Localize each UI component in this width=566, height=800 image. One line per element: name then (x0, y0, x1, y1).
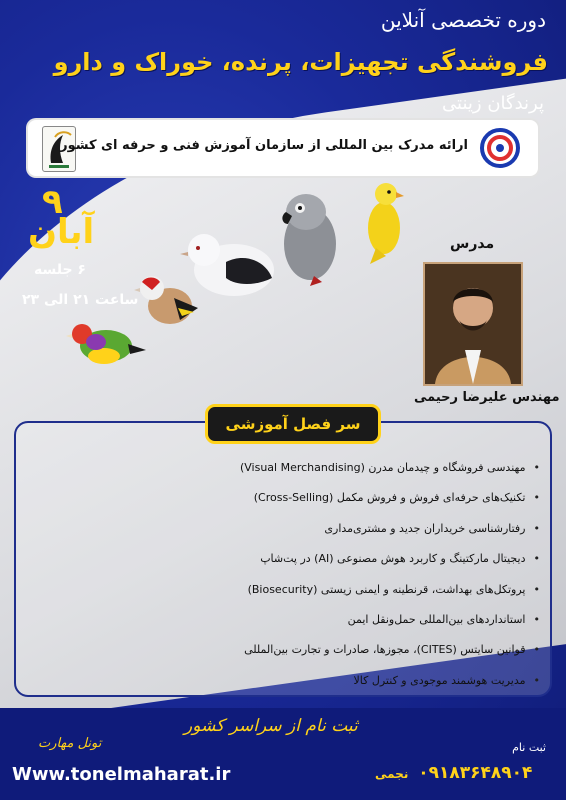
syllabus-title: سر فصل آموزشی (205, 404, 381, 444)
syllabus-item: • تکنیک‌های حرفه‌ای فروش و فروش مکمل (Cross-Selling) (30, 487, 540, 517)
website-link[interactable]: Www.tonelmaharat.ir (12, 764, 231, 785)
course-subtitle: پرندگان زینتی (442, 93, 544, 114)
phone-digits: ۰۹۱۸۳۶۴۸۹۰۴ (418, 763, 533, 783)
tvto-logo (480, 128, 520, 168)
start-day: ۹ (42, 182, 63, 222)
start-month: آبان (28, 212, 95, 252)
course-main-title: فروشندگی تجهیزات، پرنده، خوراک و دارو (53, 48, 548, 76)
teacher-name: مهندس علیرضا رحیمی (414, 390, 560, 405)
certificate-text: ارائه مدرک بین المللی از سازمان آموزش فنی و حرفه ای کشور (60, 138, 468, 153)
phone-contact-name: نجمی (375, 767, 409, 781)
syllabus-item: • مدیریت هوشمند موجودی و کنترل کالا (30, 670, 540, 700)
syllabus-item: • قوانین سایتس (CITES)، مجوزها، صادرات و تجارت بین‌المللی (30, 639, 540, 669)
syllabus-list (30, 457, 540, 700)
syllabus-item: • رفتارشناسی خریداران جدید و مشتری‌مداری (30, 518, 540, 548)
syllabus-item: • استانداردهای بین‌المللی حمل‌ونقل ایمن (30, 609, 540, 639)
teacher-photo (423, 262, 523, 386)
gouldian-finch-icon (60, 316, 146, 372)
canary-bird-icon (356, 178, 412, 266)
session-count: ۶ جلسه (34, 262, 86, 278)
phone-number[interactable] (375, 763, 532, 783)
brand-name: تونل مهارت (38, 736, 102, 751)
syllabus-item: • پروتکل‌های بهداشت، قرنطینه و ایمنی زیستی (Biosecurity) (30, 579, 540, 609)
certificate-banner (28, 120, 538, 176)
syllabus-item: • مهندسی فروشگاه و چیدمان مدرن (Visual Merchandising) (30, 457, 540, 487)
register-nationwide-text: ثبت نام از سراسر کشور (184, 716, 358, 736)
syllabus-item: • دیجیتال مارکتینگ و کاربرد هوش مصنوعی (AI) در پت‌شاپ (30, 548, 540, 578)
gray-parrot-icon (270, 186, 350, 286)
course-type-title: دوره تخصصی آنلاین (380, 8, 546, 32)
class-hours: ساعت ۲۱ الی ۲۳ (22, 292, 139, 308)
teacher-label: مدرس (450, 236, 495, 252)
register-label: ثبت نام (512, 741, 546, 754)
